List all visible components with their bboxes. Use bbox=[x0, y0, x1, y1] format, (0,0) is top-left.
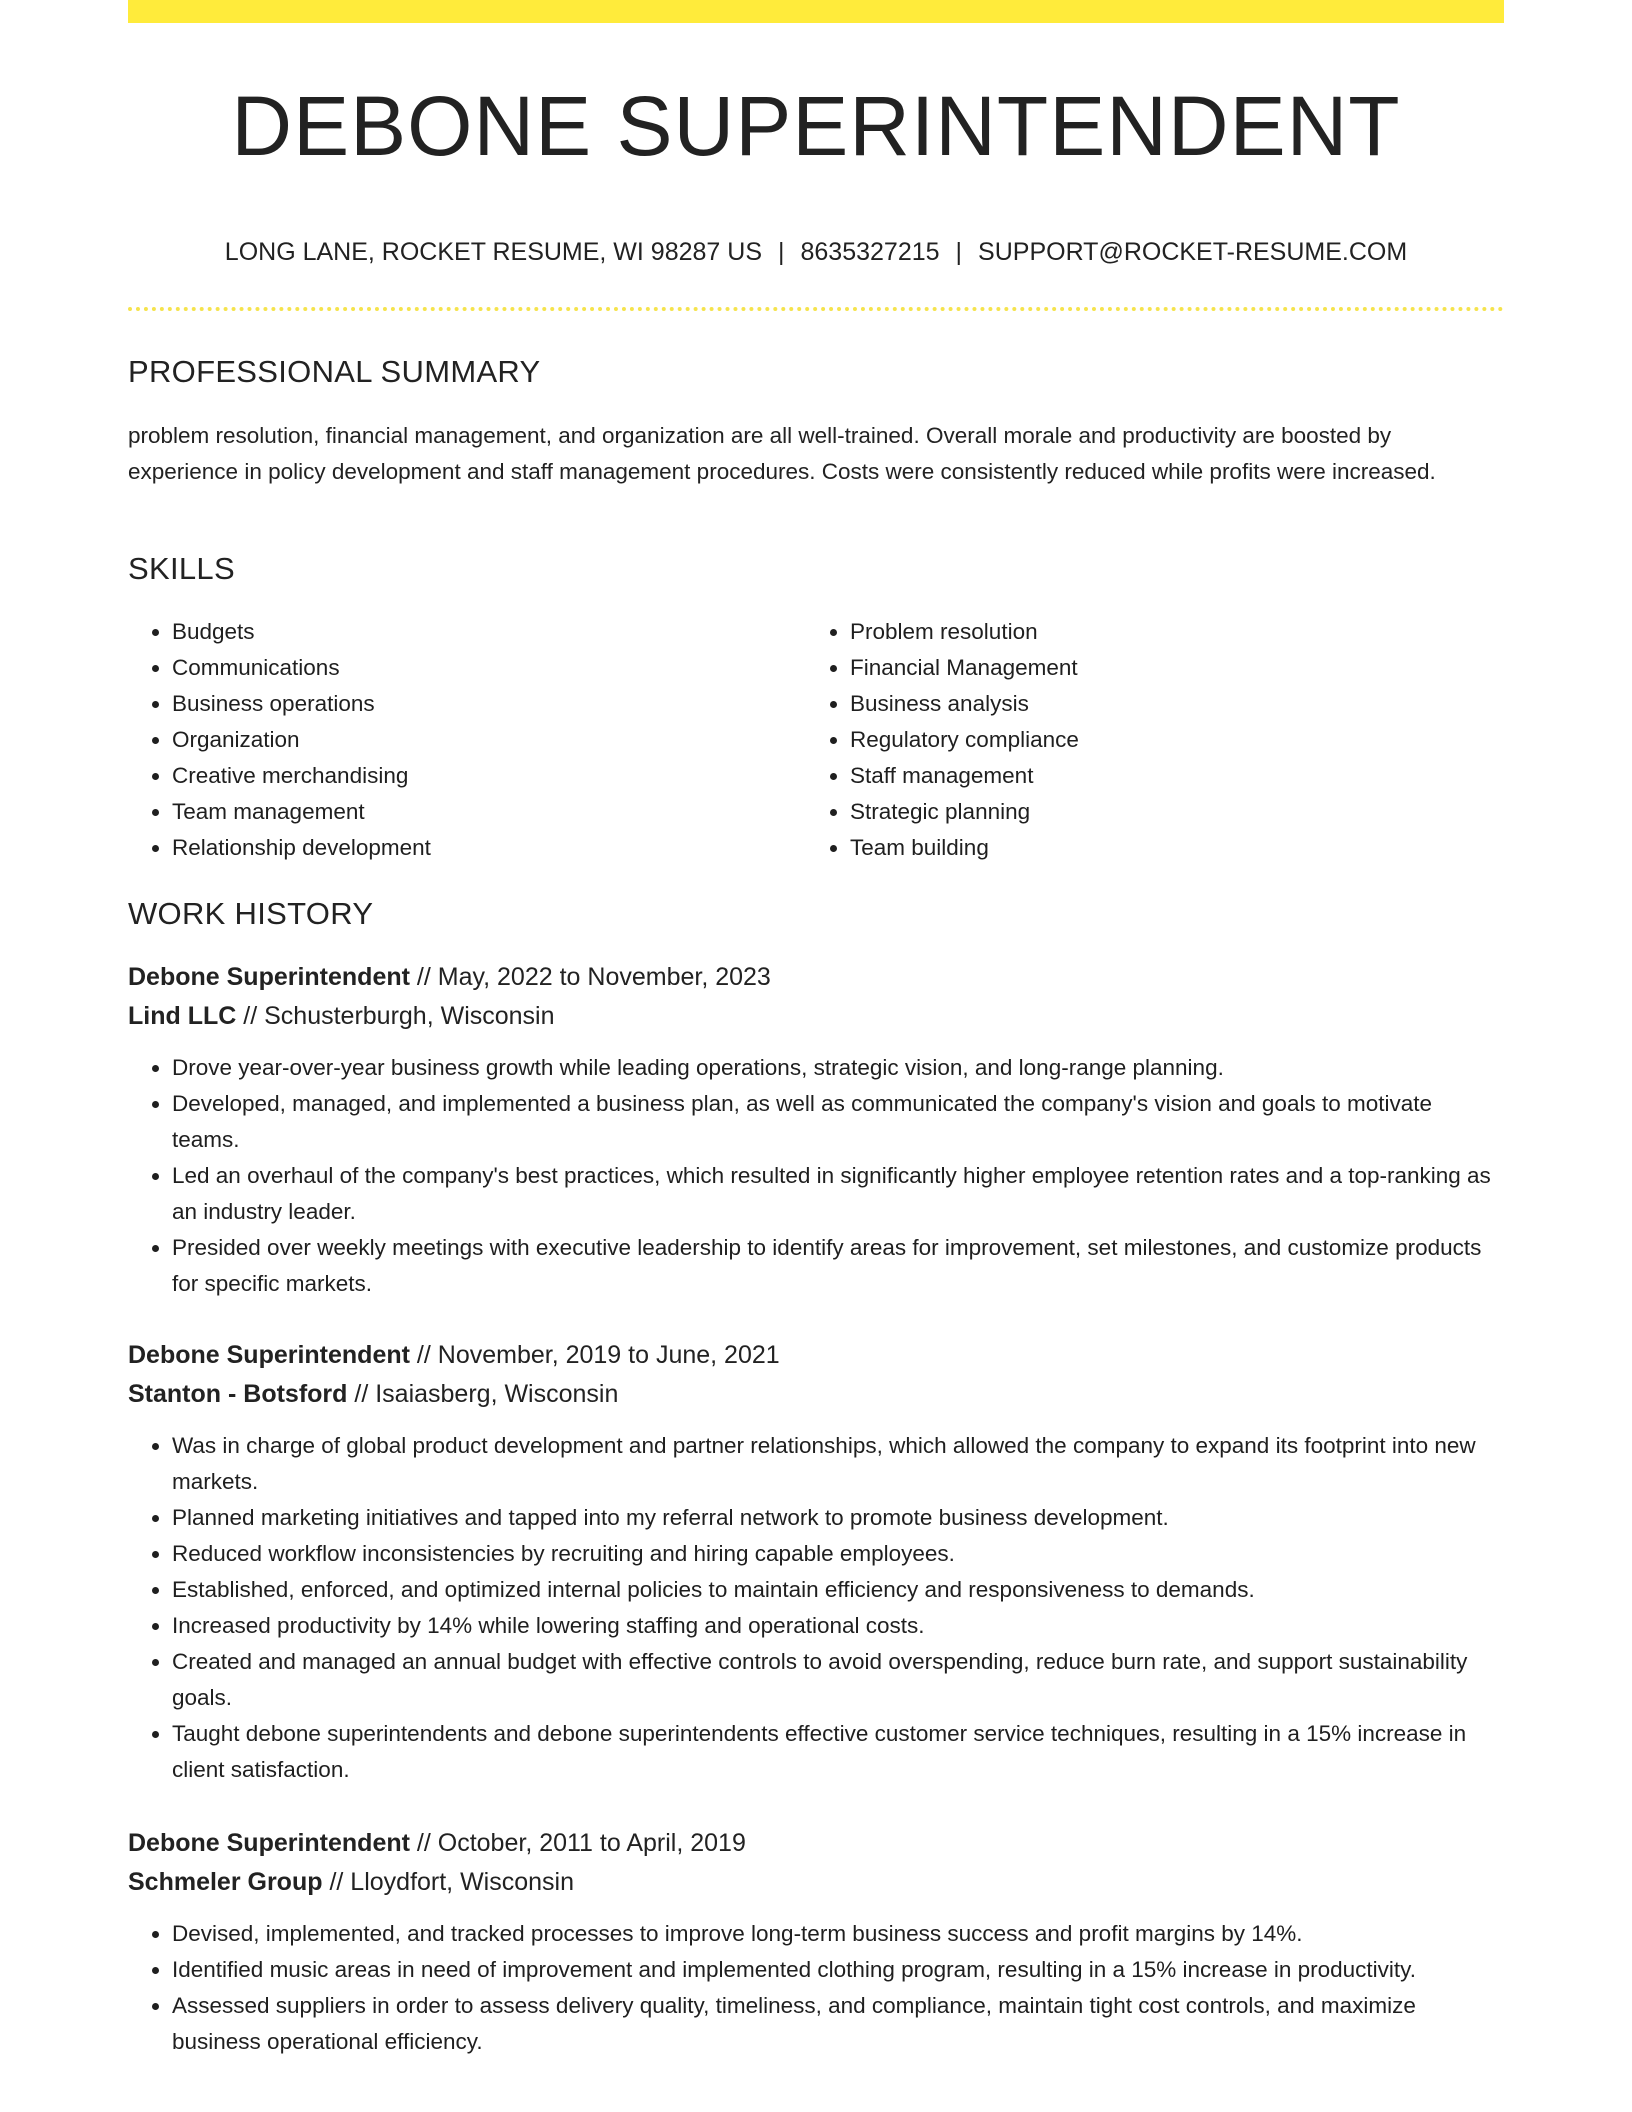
job-bullets bbox=[128, 1050, 1504, 1302]
skills-column-left bbox=[128, 614, 806, 866]
contact-email: SUPPORT@ROCKET-RESUME.COM bbox=[978, 238, 1408, 266]
skills-heading: SKILLS bbox=[128, 551, 235, 586]
job-company-line bbox=[128, 1863, 1504, 1902]
resume-name: DEBONE SUPERINTENDENT bbox=[231, 79, 1401, 173]
skill-item: • Staff management bbox=[850, 758, 1484, 794]
job-bullet: • Planned marketing initiatives and tapped into my referral network to promote business development. bbox=[172, 1500, 1504, 1536]
job-entry bbox=[128, 1336, 1504, 1788]
job-location: Isaiasberg, Wisconsin bbox=[375, 1380, 619, 1408]
job-entry bbox=[128, 958, 1504, 1302]
job-dates: October, 2011 to April, 2019 bbox=[437, 1829, 746, 1857]
job-role: Debone Superintendent bbox=[128, 963, 410, 991]
work-history-heading: WORK HISTORY bbox=[128, 896, 374, 931]
job-bullets bbox=[128, 1916, 1504, 2060]
job-bullets bbox=[128, 1428, 1504, 1788]
summary-text: problem resolution, financial management, and organization are all well-trained. Overall morale and productivity are boosted by experience in policy development and staff management procedures. Costs were consistently reduced while profits were increased. bbox=[128, 423, 1436, 484]
job-entry bbox=[128, 1824, 1504, 2060]
job-bullet: • Was in charge of global product development and partner relationships, which allowed the company to expand its footprint into new markets. bbox=[172, 1428, 1504, 1500]
skill-item: • Creative merchandising bbox=[172, 758, 806, 794]
skill-item: • Team building bbox=[850, 830, 1484, 866]
job-divider: // bbox=[409, 1341, 438, 1369]
job-title-line bbox=[128, 958, 1504, 997]
skills-column-right bbox=[806, 614, 1484, 866]
job-bullet: • Presided over weekly meetings with executive leadership to identify areas for improvement, set milestones, and customize products for specific markets. bbox=[172, 1230, 1504, 1302]
skill-item: • Regulatory compliance bbox=[850, 722, 1484, 758]
skill-item: • Organization bbox=[172, 722, 806, 758]
contact-address: LONG LANE, ROCKET RESUME, WI 98287 US bbox=[224, 238, 762, 266]
job-title-line bbox=[128, 1336, 1504, 1375]
job-bullet: • Reduced workflow inconsistencies by recruiting and hiring capable employees. bbox=[172, 1536, 1504, 1572]
job-company: Schmeler Group bbox=[128, 1868, 323, 1896]
skill-item: • Communications bbox=[172, 650, 806, 686]
skill-item: • Strategic planning bbox=[850, 794, 1484, 830]
job-company-line bbox=[128, 997, 1504, 1036]
job-bullet: • Established, enforced, and optimized internal policies to maintain efficiency and responsiveness to demands. bbox=[172, 1572, 1504, 1608]
job-role: Debone Superintendent bbox=[128, 1829, 410, 1857]
job-company: Stanton - Botsford bbox=[128, 1380, 348, 1408]
skills-list bbox=[128, 614, 1504, 866]
job-bullet: • Led an overhaul of the company's best practices, which resulted in significantly higher employee retention rates and a top-ranking as an industry leader. bbox=[172, 1158, 1504, 1230]
job-title-line bbox=[128, 1824, 1504, 1863]
skill-item: • Business analysis bbox=[850, 686, 1484, 722]
contact-separator: | bbox=[778, 238, 785, 266]
job-bullet: • Developed, managed, and implemented a business plan, as well as communicated the company's vision and goals to motivate teams. bbox=[172, 1086, 1504, 1158]
skill-item: • Budgets bbox=[172, 614, 806, 650]
summary-heading: PROFESSIONAL SUMMARY bbox=[128, 354, 541, 389]
contact-line bbox=[128, 238, 1504, 267]
dotted-divider bbox=[128, 307, 1504, 311]
job-bullet: • Created and managed an annual budget with effective controls to avoid overspending, reduce burn rate, and support sustainability goals. bbox=[172, 1644, 1504, 1716]
contact-separator: | bbox=[955, 238, 963, 266]
job-location: Lloydfort, Wisconsin bbox=[350, 1868, 574, 1896]
skill-item: • Business operations bbox=[172, 686, 806, 722]
contact-phone: 8635327215 bbox=[800, 238, 940, 266]
job-divider: // bbox=[236, 1002, 265, 1030]
job-divider: // bbox=[409, 1829, 438, 1857]
job-dates: November, 2019 to June, 2021 bbox=[437, 1341, 780, 1369]
job-bullet: • Identified music areas in need of improvement and implemented clothing program, resulting in a 15% increase in productivity. bbox=[172, 1952, 1504, 1988]
job-role: Debone Superintendent bbox=[128, 1341, 410, 1369]
job-location: Schusterburgh, Wisconsin bbox=[264, 1002, 555, 1030]
job-divider: // bbox=[347, 1380, 376, 1408]
job-bullet: • Devised, implemented, and tracked processes to improve long-term business success and profit margins by 14%. bbox=[172, 1916, 1504, 1952]
accent-bar bbox=[128, 0, 1504, 23]
job-dates: May, 2022 to November, 2023 bbox=[437, 963, 771, 991]
job-bullet: • Drove year-over-year business growth while leading operations, strategic vision, and long-range planning. bbox=[172, 1050, 1504, 1086]
skill-item: • Problem resolution bbox=[850, 614, 1484, 650]
skill-item: • Relationship development bbox=[172, 830, 806, 866]
job-company: Lind LLC bbox=[128, 1002, 237, 1030]
skill-item: • Team management bbox=[172, 794, 806, 830]
job-bullet: • Increased productivity by 14% while lowering staffing and operational costs. bbox=[172, 1608, 1504, 1644]
job-company-line bbox=[128, 1375, 1504, 1414]
job-divider: // bbox=[322, 1868, 351, 1896]
job-bullet: • Assessed suppliers in order to assess delivery quality, timeliness, and compliance, maintain tight cost controls, and maximize business operational efficiency. bbox=[172, 1988, 1504, 2060]
job-divider: // bbox=[409, 963, 438, 991]
skill-item: • Financial Management bbox=[850, 650, 1484, 686]
job-bullet: • Taught debone superintendents and debone superintendents effective customer service techniques, resulting in a 15% increase in client satisfaction. bbox=[172, 1716, 1504, 1788]
